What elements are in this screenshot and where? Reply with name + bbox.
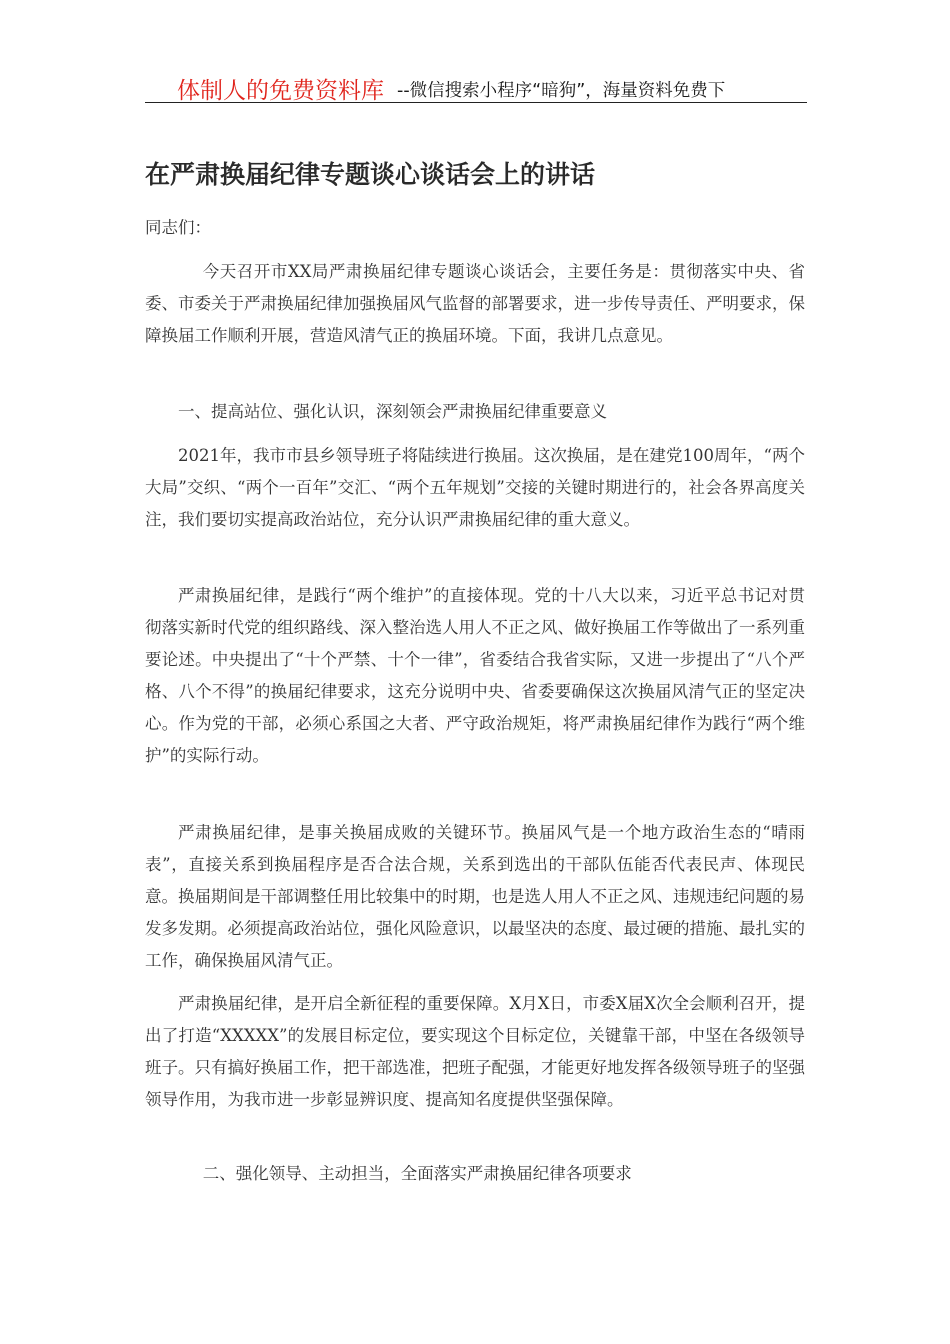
paragraph: 严肃换届纪律，是践行“两个维护”的直接体现。党的十八大以来，习近平总书记对贯彻落实新时代党的组织路线、深入整治选人用人不正之风、做好换届工作等做出了一系列重要论述。中央提出了“十个严禁、十个一律”，省委结合我省实际，又进一步提出了“八个严格、八个不得”的换届纪律要求，这充分说明中央、省委要确保这次换届风清气正的坚定决心。作为党的干部，必须心系国之大者、严守政治规矩，将严肃换届纪律作为践行“两个维护”的实际行动。 [145, 586, 805, 765]
paragraph: 2021年，我市市县乡领导班子将陆续进行换届。这次换届，是在建党100周年，“两个大局”交织、“两个一百年”交汇、“两个五年规划”交接的关键时期进行的，社会各界高度关注，我们要切实提高政治站位，充分认识严肃换届纪律的重大意义。 [145, 446, 805, 529]
paragraph-intro: 今天召开市XX局严肃换届纪律专题谈心谈话会，主要任务是：贯彻落实中央、省委、市委关于严肃换届纪律加强换届风气监督的部署要求，进一步传导责任、严明要求，保障换届工作顺利开展，营造风清气正的换届环境。下面，我讲几点意见。 [145, 262, 805, 345]
paragraph: 严肃换届纪律，是开启全新征程的重要保障。X月X日，市委X届X次全会顺利召开，提出了打造“XXXXX”的发展目标定位，要实现这个目标定位，关键靠干部，中坚在各级领导班子。只有搞好换届工作，把干部选准，把班子配强，才能更好地发挥各级领导班子的坚强领导作用，为我市进一步彰显辨识度、提高知名度提供坚强保障。 [145, 994, 805, 1109]
header-brand: 体制人的免费资料库 [177, 78, 384, 103]
page-header [145, 70, 807, 103]
paragraph: 严肃换届纪律，是事关换届成败的关键环节。换届风气是一个地方政治生态的“晴雨表”，直接关系到换届程序是否合法合规，关系到选出的干部队伍能否代表民声、体现民意。换届期间是干部调整任用比较集中的时期，也是选人用人不正之风、违规违纪问题的易发多发期。必须提高政治站位，强化风险意识，以最坚决的态度、最过硬的措施、最扎实的工作，确保换届风清气正。 [145, 823, 805, 970]
section-heading-1: 一、提高站位、强化认识，深刻领会严肃换届纪律重要意义 [178, 402, 607, 421]
document-title: 在严肃换届纪律专题谈心谈话会上的讲话 [145, 160, 596, 189]
section-heading-2: 二、强化领导、主动担当，全面落实严肃换届纪律各项要求 [202, 1164, 632, 1183]
salutation: 同志们： [145, 218, 211, 237]
header-subtitle: --微信搜索小程序“暗狗”，海量资料免费下 [397, 81, 726, 101]
